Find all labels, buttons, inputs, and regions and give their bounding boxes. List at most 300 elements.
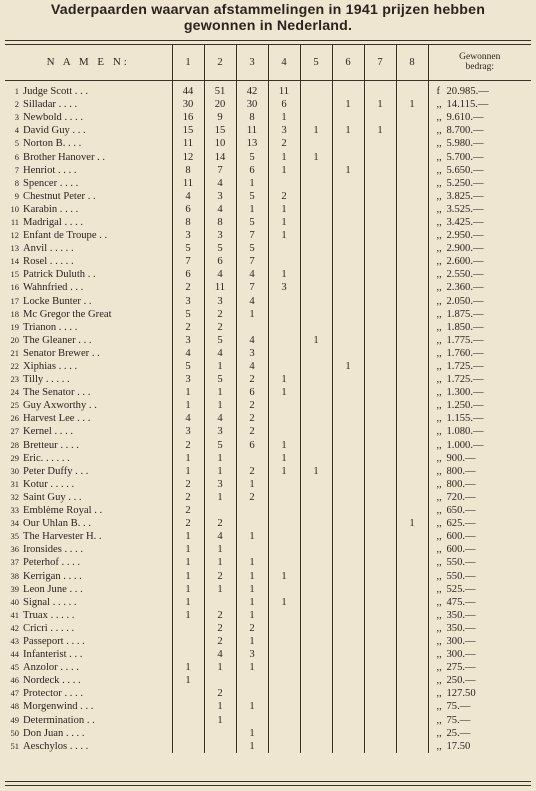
table-row <box>5 177 531 190</box>
count-cell-4 <box>268 609 300 622</box>
row-number: 22 <box>10 361 19 372</box>
horse-name: The Senator . . . <box>23 387 91 399</box>
count-cell-3 <box>236 504 268 517</box>
horse-name: Infanterist . . . <box>23 649 83 661</box>
currency-mark: ,, <box>436 151 442 163</box>
row-number: 20 <box>10 334 19 345</box>
amount-value: 8.700.— <box>446 125 484 137</box>
horse-name: Nordeck . . . . <box>23 675 81 687</box>
horse-name: Leon June . . . <box>23 583 83 595</box>
count-cell-2: 1 <box>204 543 236 556</box>
count-cell-1: 2 <box>172 517 204 530</box>
count-cell-8 <box>396 334 428 347</box>
currency-mark: ,, <box>436 177 442 189</box>
count-cell-4 <box>268 308 300 321</box>
amount-value: 5.250.— <box>446 177 484 189</box>
count-cell-7 <box>364 281 396 294</box>
count-cell-7 <box>364 137 396 150</box>
count-cell-2 <box>204 727 236 740</box>
name-cell <box>5 674 172 687</box>
count-cell-7 <box>364 491 396 504</box>
name-cell <box>5 164 172 177</box>
count-cell-3: 2 <box>236 399 268 412</box>
table-row <box>5 478 531 491</box>
table-row <box>5 399 531 412</box>
count-cell-8 <box>396 674 428 687</box>
count-cell-4 <box>268 255 300 268</box>
count-cell-5 <box>300 373 332 386</box>
amount-value: 1.155.— <box>446 413 484 425</box>
count-cell-7 <box>364 111 396 124</box>
name-cell <box>5 661 172 674</box>
count-cell-8 <box>396 530 428 543</box>
count-cell-8 <box>396 583 428 596</box>
count-cell-5 <box>300 386 332 399</box>
row-number: 19 <box>10 321 19 332</box>
table-row <box>5 190 531 203</box>
table-row <box>5 268 531 281</box>
count-cell-5 <box>300 164 332 177</box>
count-cell-3: 2 <box>236 622 268 635</box>
count-cell-6 <box>332 727 364 740</box>
name-cell <box>5 543 172 556</box>
count-cell-3: 1 <box>236 740 268 753</box>
row-number: 30 <box>10 465 19 476</box>
amount-cell <box>428 491 531 504</box>
name-cell <box>5 203 172 216</box>
amount-cell <box>428 373 531 386</box>
row-number: 44 <box>10 649 19 660</box>
count-cell-8 <box>396 543 428 556</box>
count-cell-2: 1 <box>204 556 236 569</box>
currency-mark: ,, <box>436 740 442 752</box>
horse-name: Karabin . . . . <box>23 203 79 215</box>
count-cell-3: 4 <box>236 360 268 373</box>
count-cell-7 <box>364 622 396 635</box>
count-cell-1: 11 <box>172 177 204 190</box>
count-cell-8 <box>396 268 428 281</box>
count-cell-8 <box>396 661 428 674</box>
count-cell-2: 20 <box>204 98 236 111</box>
name-cell <box>5 609 172 622</box>
amount-cell <box>428 281 531 294</box>
table-body <box>5 81 531 753</box>
table-row <box>5 321 531 334</box>
count-cell-3: 13 <box>236 137 268 150</box>
name-cell <box>5 308 172 321</box>
currency-mark: ,, <box>436 439 442 451</box>
count-cell-3: 2 <box>236 425 268 438</box>
count-cell-1 <box>172 687 204 700</box>
currency-mark: ,, <box>436 426 442 438</box>
count-cell-8 <box>396 281 428 294</box>
name-cell <box>5 399 172 412</box>
currency-mark: ,, <box>436 544 442 556</box>
count-cell-3: 11 <box>236 124 268 137</box>
count-cell-2 <box>204 674 236 687</box>
count-cell-3: 1 <box>236 530 268 543</box>
name-cell <box>5 714 172 727</box>
count-cell-4: 1 <box>268 268 300 281</box>
count-cell-7 <box>364 229 396 242</box>
table-row <box>5 281 531 294</box>
count-cell-1: 1 <box>172 399 204 412</box>
count-cell-2: 1 <box>204 583 236 596</box>
horse-name: Saint Guy . . . <box>23 491 82 503</box>
name-cell <box>5 583 172 596</box>
table-row <box>5 635 531 648</box>
count-cell-4 <box>268 295 300 308</box>
name-cell <box>5 281 172 294</box>
table-row <box>5 727 531 740</box>
count-cell-6 <box>332 242 364 255</box>
header-col-8: 8 <box>396 44 428 81</box>
count-cell-1: 1 <box>172 661 204 674</box>
count-cell-2: 2 <box>204 308 236 321</box>
amount-cell <box>428 452 531 465</box>
count-cell-1: 1 <box>172 530 204 543</box>
horse-name: Guy Axworthy . . <box>23 400 97 412</box>
count-cell-4: 1 <box>268 465 300 478</box>
count-cell-8 <box>396 255 428 268</box>
amount-value: 3.825.— <box>446 190 484 202</box>
count-cell-7 <box>364 648 396 661</box>
count-cell-5 <box>300 583 332 596</box>
count-cell-5 <box>300 687 332 700</box>
count-cell-2: 4 <box>204 268 236 281</box>
count-cell-6 <box>332 334 364 347</box>
table-row <box>5 81 531 99</box>
count-cell-2 <box>204 740 236 753</box>
table-row <box>5 714 531 727</box>
count-cell-5 <box>300 727 332 740</box>
count-cell-3 <box>236 517 268 530</box>
amount-value: 1.725.— <box>446 361 484 373</box>
name-cell <box>5 268 172 281</box>
amount-cell <box>428 216 531 229</box>
count-cell-3: 6 <box>236 164 268 177</box>
table-row <box>5 308 531 321</box>
count-cell-5 <box>300 255 332 268</box>
count-cell-2: 15 <box>204 124 236 137</box>
row-number: 31 <box>10 478 19 489</box>
count-cell-4 <box>268 478 300 491</box>
count-cell-7 <box>364 727 396 740</box>
row-number: 46 <box>10 675 19 686</box>
row-number: 3 <box>14 112 19 123</box>
horse-name: Emblème Royal . . <box>23 505 103 517</box>
count-cell-6 <box>332 714 364 727</box>
table-row <box>5 465 531 478</box>
amount-value: 900.— <box>446 452 476 464</box>
currency-mark: ,, <box>436 452 442 464</box>
name-cell <box>5 321 172 334</box>
row-number: 7 <box>14 164 19 175</box>
count-cell-3 <box>236 543 268 556</box>
count-cell-1: 3 <box>172 425 204 438</box>
count-cell-8 <box>396 386 428 399</box>
table-row <box>5 661 531 674</box>
count-cell-1: 8 <box>172 164 204 177</box>
horse-name: Enfant de Troupe . . <box>23 230 108 242</box>
count-cell-7: 1 <box>364 98 396 111</box>
row-number: 48 <box>10 701 19 712</box>
amount-value: 350.— <box>446 622 476 634</box>
count-cell-4: 2 <box>268 190 300 203</box>
amount-cell <box>428 596 531 609</box>
name-cell <box>5 556 172 569</box>
count-cell-5 <box>300 517 332 530</box>
row-number: 42 <box>10 622 19 633</box>
amount-cell <box>428 740 531 753</box>
count-cell-8 <box>396 242 428 255</box>
count-cell-2: 14 <box>204 150 236 163</box>
currency-mark: f <box>436 86 441 98</box>
amount-cell <box>428 727 531 740</box>
name-cell <box>5 596 172 609</box>
horse-name: Morgenwind . . . <box>23 701 94 713</box>
horse-name: Aeschylos . . . . <box>23 740 89 752</box>
amount-cell <box>428 635 531 648</box>
currency-mark: ,, <box>436 714 442 726</box>
count-cell-1 <box>172 727 204 740</box>
count-cell-1: 16 <box>172 111 204 124</box>
name-cell <box>5 727 172 740</box>
count-cell-1: 30 <box>172 98 204 111</box>
count-cell-5 <box>300 700 332 713</box>
count-cell-2 <box>204 596 236 609</box>
count-cell-1: 1 <box>172 452 204 465</box>
count-cell-8 <box>396 569 428 582</box>
count-cell-3: 1 <box>236 177 268 190</box>
count-cell-5 <box>300 674 332 687</box>
count-cell-6 <box>332 452 364 465</box>
count-cell-3: 42 <box>236 81 268 99</box>
count-cell-8 <box>396 439 428 452</box>
count-cell-8 <box>396 81 428 99</box>
count-cell-7 <box>364 556 396 569</box>
count-cell-6 <box>332 321 364 334</box>
horse-name: Senator Brewer . . <box>23 347 100 359</box>
table-row <box>5 255 531 268</box>
name-cell <box>5 439 172 452</box>
count-cell-6 <box>332 386 364 399</box>
count-cell-6 <box>332 399 364 412</box>
table-row <box>5 137 531 150</box>
amount-cell <box>428 360 531 373</box>
row-number: 47 <box>10 688 19 699</box>
count-cell-5 <box>300 203 332 216</box>
count-cell-2: 1 <box>204 714 236 727</box>
count-cell-7 <box>364 530 396 543</box>
count-cell-3 <box>236 687 268 700</box>
amount-cell <box>428 177 531 190</box>
table-row <box>5 334 531 347</box>
count-cell-4 <box>268 399 300 412</box>
horse-name: Locke Bunter . . <box>23 295 92 307</box>
row-number: 8 <box>14 177 19 188</box>
name-cell <box>5 569 172 582</box>
amount-value: 2.950.— <box>446 230 484 242</box>
count-cell-2: 3 <box>204 229 236 242</box>
amount-cell <box>428 687 531 700</box>
count-cell-5 <box>300 321 332 334</box>
horse-name: Tilly . . . . . <box>23 374 70 386</box>
count-cell-6 <box>332 596 364 609</box>
count-cell-6 <box>332 255 364 268</box>
amount-cell <box>428 137 531 150</box>
horse-name: Determination . . <box>23 714 95 726</box>
count-cell-2: 2 <box>204 517 236 530</box>
name-cell <box>5 124 172 137</box>
header-col-7: 7 <box>364 44 396 81</box>
name-cell <box>5 255 172 268</box>
amount-value: 2.900.— <box>446 243 484 255</box>
horse-name: Silladar . . . . <box>23 99 78 111</box>
table-row <box>5 674 531 687</box>
name-cell <box>5 687 172 700</box>
count-cell-1 <box>172 622 204 635</box>
count-cell-1: 1 <box>172 543 204 556</box>
count-cell-4: 6 <box>268 98 300 111</box>
amount-value: 2.550.— <box>446 269 484 281</box>
stallion-table <box>5 44 531 753</box>
name-cell <box>5 334 172 347</box>
amount-value: 2.050.— <box>446 295 484 307</box>
amount-value: 600.— <box>446 544 476 556</box>
page-title <box>0 2 536 34</box>
currency-mark: ,, <box>436 256 442 268</box>
table-row <box>5 648 531 661</box>
count-cell-1: 8 <box>172 216 204 229</box>
count-cell-4: 3 <box>268 281 300 294</box>
count-cell-5 <box>300 478 332 491</box>
table-row <box>5 242 531 255</box>
count-cell-8 <box>396 295 428 308</box>
count-cell-2: 2 <box>204 622 236 635</box>
count-cell-1: 12 <box>172 150 204 163</box>
count-cell-2: 1 <box>204 386 236 399</box>
count-cell-8 <box>396 412 428 425</box>
count-cell-8 <box>396 504 428 517</box>
currency-mark: ,, <box>436 99 442 111</box>
count-cell-5 <box>300 268 332 281</box>
amount-value: 1.775.— <box>446 334 484 346</box>
count-cell-2: 7 <box>204 164 236 177</box>
horse-name: Anvil . . . . . <box>23 243 74 255</box>
amount-cell <box>428 203 531 216</box>
count-cell-4: 1 <box>268 569 300 582</box>
count-cell-1: 1 <box>172 569 204 582</box>
count-cell-8 <box>396 308 428 321</box>
count-cell-6 <box>332 622 364 635</box>
count-cell-6 <box>332 569 364 582</box>
count-cell-7 <box>364 373 396 386</box>
count-cell-8 <box>396 150 428 163</box>
row-number: 6 <box>14 151 19 162</box>
count-cell-6 <box>332 216 364 229</box>
table-row <box>5 295 531 308</box>
table-row <box>5 700 531 713</box>
table-row <box>5 740 531 753</box>
count-cell-2: 10 <box>204 137 236 150</box>
count-cell-6: 1 <box>332 164 364 177</box>
header-col-3: 3 <box>236 44 268 81</box>
amount-cell <box>428 164 531 177</box>
count-cell-5: 1 <box>300 465 332 478</box>
row-number: 14 <box>10 256 19 267</box>
count-cell-2: 8 <box>204 216 236 229</box>
count-cell-7 <box>364 334 396 347</box>
currency-mark: ,, <box>436 112 442 124</box>
row-number: 38 <box>10 570 19 581</box>
count-cell-4 <box>268 635 300 648</box>
name-cell <box>5 504 172 517</box>
count-cell-5 <box>300 281 332 294</box>
table-row <box>5 556 531 569</box>
count-cell-5 <box>300 596 332 609</box>
count-cell-6 <box>332 229 364 242</box>
count-cell-6: 1 <box>332 360 364 373</box>
table-row <box>5 583 531 596</box>
count-cell-6: 1 <box>332 98 364 111</box>
amount-cell <box>428 412 531 425</box>
amount-cell <box>428 556 531 569</box>
horse-name: Kernel . . . . <box>23 426 74 438</box>
count-cell-1: 4 <box>172 347 204 360</box>
name-cell <box>5 622 172 635</box>
amount-cell <box>428 465 531 478</box>
row-number: 36 <box>10 544 19 555</box>
amount-cell <box>428 714 531 727</box>
count-cell-5 <box>300 714 332 727</box>
count-cell-1 <box>172 714 204 727</box>
count-cell-1: 3 <box>172 373 204 386</box>
count-cell-7 <box>364 425 396 438</box>
table-row <box>5 216 531 229</box>
count-cell-4: 3 <box>268 124 300 137</box>
count-cell-3: 7 <box>236 281 268 294</box>
count-cell-5 <box>300 530 332 543</box>
currency-mark: ,, <box>436 295 442 307</box>
horse-name: The Gleaner . . . <box>23 334 92 346</box>
count-cell-1: 1 <box>172 465 204 478</box>
count-cell-6 <box>332 111 364 124</box>
count-cell-8 <box>396 648 428 661</box>
count-cell-4 <box>268 321 300 334</box>
currency-mark: ,, <box>436 649 442 661</box>
row-number: 2 <box>14 99 19 110</box>
count-cell-2: 1 <box>204 399 236 412</box>
row-number: 4 <box>14 125 19 136</box>
count-cell-2: 5 <box>204 373 236 386</box>
count-cell-7 <box>364 164 396 177</box>
amount-cell <box>428 622 531 635</box>
table-row <box>5 98 531 111</box>
amount-value: 5.650.— <box>446 164 484 176</box>
count-cell-5 <box>300 648 332 661</box>
amount-value: 300.— <box>446 635 476 647</box>
amount-value: 2.600.— <box>446 256 484 268</box>
name-cell <box>5 137 172 150</box>
amount-value: 9.610.— <box>446 112 484 124</box>
count-cell-7 <box>364 360 396 373</box>
count-cell-5 <box>300 347 332 360</box>
count-cell-6 <box>332 81 364 99</box>
name-cell <box>5 491 172 504</box>
row-number: 16 <box>10 282 19 293</box>
table-row <box>5 530 531 543</box>
